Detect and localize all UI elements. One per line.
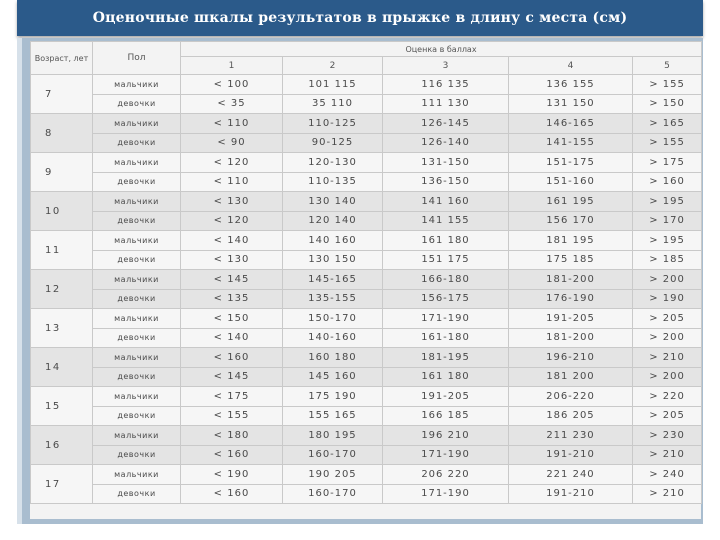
table-row [31, 465, 702, 485]
header-scores: Оценка в баллах [181, 42, 702, 57]
score-cell: > 155 [633, 133, 702, 153]
score-cell: > 155 [633, 75, 702, 95]
sex-cell: мальчики [93, 114, 181, 134]
score-cell: < 130 [181, 192, 283, 212]
score-cell: 176-190 [509, 289, 633, 309]
table-row [31, 484, 702, 504]
score-cell: < 140 [181, 328, 283, 348]
table-row [31, 445, 702, 465]
header-score-5: 5 [633, 57, 702, 75]
score-cell: > 205 [633, 309, 702, 329]
score-cell: < 130 [181, 250, 283, 270]
score-cell: 160-170 [283, 445, 383, 465]
score-cell: > 190 [633, 289, 702, 309]
score-cell: > 200 [633, 270, 702, 290]
header-score-1: 1 [181, 57, 283, 75]
score-cell: > 175 [633, 153, 702, 173]
score-cell: 196-210 [509, 348, 633, 368]
score-cell: > 150 [633, 94, 702, 114]
score-cell: 120 140 [283, 211, 383, 231]
table-row [31, 270, 702, 290]
score-cell: 181-200 [509, 328, 633, 348]
score-cell: 131 150 [509, 94, 633, 114]
header-sex: Пол [93, 42, 181, 75]
age-cell: 16 [31, 426, 93, 465]
score-cell: 110-135 [283, 172, 383, 192]
score-cell: 150-170 [283, 309, 383, 329]
score-cell: 181 195 [509, 231, 633, 251]
sex-cell: мальчики [93, 153, 181, 173]
score-cell: 135-155 [283, 289, 383, 309]
sex-cell: мальчики [93, 192, 181, 212]
score-cell: 126-140 [383, 133, 509, 153]
score-cell: 161 180 [383, 367, 509, 387]
score-cell: 171-190 [383, 484, 509, 504]
table-row [31, 289, 702, 309]
table-row [31, 250, 702, 270]
header-score-4: 4 [509, 57, 633, 75]
sex-cell: девочки [93, 484, 181, 504]
score-cell: > 240 [633, 465, 702, 485]
table-row [31, 406, 702, 426]
age-cell: 7 [31, 75, 93, 114]
table-row [31, 94, 702, 114]
score-cell: 90-125 [283, 133, 383, 153]
score-cell: < 160 [181, 445, 283, 465]
sex-cell: мальчики [93, 270, 181, 290]
sex-cell: мальчики [93, 75, 181, 95]
sex-cell: девочки [93, 133, 181, 153]
score-cell: > 195 [633, 231, 702, 251]
table-row [31, 114, 702, 134]
sex-cell: девочки [93, 367, 181, 387]
score-cell: < 120 [181, 153, 283, 173]
score-cell: 191-205 [509, 309, 633, 329]
score-cell: < 175 [181, 387, 283, 407]
score-cell: > 230 [633, 426, 702, 446]
table-sheet [30, 41, 701, 519]
header-score-2: 2 [283, 57, 383, 75]
score-cell: > 205 [633, 406, 702, 426]
score-cell: 156 170 [509, 211, 633, 231]
score-cell: > 210 [633, 348, 702, 368]
score-cell: < 135 [181, 289, 283, 309]
score-cell: > 165 [633, 114, 702, 134]
table-row [31, 133, 702, 153]
table-frame [17, 38, 703, 524]
table-row [31, 192, 702, 212]
score-cell: 166-180 [383, 270, 509, 290]
sex-cell: мальчики [93, 231, 181, 251]
age-cell: 14 [31, 348, 93, 387]
sex-cell: девочки [93, 328, 181, 348]
sex-cell: мальчики [93, 426, 181, 446]
score-cell: > 160 [633, 172, 702, 192]
score-cell: > 210 [633, 484, 702, 504]
table-row [31, 367, 702, 387]
sex-cell: девочки [93, 250, 181, 270]
score-cell: < 110 [181, 114, 283, 134]
score-cell: < 190 [181, 465, 283, 485]
score-cell: 145 160 [283, 367, 383, 387]
score-cell: 130 150 [283, 250, 383, 270]
score-cell: 141 160 [383, 192, 509, 212]
age-cell: 10 [31, 192, 93, 231]
score-cell: < 35 [181, 94, 283, 114]
score-cell: 110-125 [283, 114, 383, 134]
score-cell: < 160 [181, 484, 283, 504]
score-cell: 111 130 [383, 94, 509, 114]
score-cell: 180 195 [283, 426, 383, 446]
score-cell: < 180 [181, 426, 283, 446]
score-cell: 160 180 [283, 348, 383, 368]
score-cell: 161-180 [383, 328, 509, 348]
score-cell: 181 200 [509, 367, 633, 387]
score-cell: > 195 [633, 192, 702, 212]
sex-cell: девочки [93, 211, 181, 231]
score-cell: 175 185 [509, 250, 633, 270]
score-cell: 140 160 [283, 231, 383, 251]
score-cell: 146-165 [509, 114, 633, 134]
score-cell: 211 230 [509, 426, 633, 446]
score-cell: < 155 [181, 406, 283, 426]
score-cell: > 200 [633, 367, 702, 387]
age-cell: 17 [31, 465, 93, 504]
score-cell: 190 205 [283, 465, 383, 485]
score-cell: 116 135 [383, 75, 509, 95]
score-cell: > 210 [633, 445, 702, 465]
score-cell: 136-150 [383, 172, 509, 192]
score-cell: 175 190 [283, 387, 383, 407]
title-bar [17, 0, 703, 36]
score-cell: 186 205 [509, 406, 633, 426]
sex-cell: девочки [93, 445, 181, 465]
score-cell: 221 240 [509, 465, 633, 485]
score-cell: < 150 [181, 309, 283, 329]
score-cell: < 145 [181, 367, 283, 387]
score-cell: 131-150 [383, 153, 509, 173]
score-cell: 35 110 [283, 94, 383, 114]
age-cell: 12 [31, 270, 93, 309]
score-cell: 161 180 [383, 231, 509, 251]
age-cell: 9 [31, 153, 93, 192]
score-cell: 191-210 [509, 484, 633, 504]
table-row [31, 231, 702, 251]
score-cell: 191-210 [509, 445, 633, 465]
table-row [31, 153, 702, 173]
sex-cell: мальчики [93, 387, 181, 407]
scores-table [30, 41, 702, 504]
score-cell: 191-205 [383, 387, 509, 407]
table-row [31, 309, 702, 329]
score-cell: 145-165 [283, 270, 383, 290]
age-cell: 11 [31, 231, 93, 270]
score-cell: 161 195 [509, 192, 633, 212]
score-cell: > 185 [633, 250, 702, 270]
score-cell: 156-175 [383, 289, 509, 309]
age-cell: 15 [31, 387, 93, 426]
score-cell: < 145 [181, 270, 283, 290]
score-cell: 171-190 [383, 309, 509, 329]
table-row [31, 211, 702, 231]
score-cell: 151-175 [509, 153, 633, 173]
table-row [31, 387, 702, 407]
table-row [31, 75, 702, 95]
score-cell: < 110 [181, 172, 283, 192]
table-row [31, 426, 702, 446]
sex-cell: девочки [93, 172, 181, 192]
score-cell: < 90 [181, 133, 283, 153]
age-cell: 13 [31, 309, 93, 348]
score-cell: 151-160 [509, 172, 633, 192]
header-age: Возраст, лет [31, 42, 93, 75]
score-cell: 140-160 [283, 328, 383, 348]
score-cell: 141 155 [383, 211, 509, 231]
score-cell: 155 165 [283, 406, 383, 426]
table-body [31, 75, 702, 504]
score-cell: 101 115 [283, 75, 383, 95]
header-score-3: 3 [383, 57, 509, 75]
table-row [31, 348, 702, 368]
score-cell: 181-200 [509, 270, 633, 290]
score-cell: 141-155 [509, 133, 633, 153]
score-cell: 151 175 [383, 250, 509, 270]
table-row [31, 328, 702, 348]
score-cell: 206 220 [383, 465, 509, 485]
score-cell: < 100 [181, 75, 283, 95]
sex-cell: мальчики [93, 465, 181, 485]
age-cell: 8 [31, 114, 93, 153]
score-cell: 126-145 [383, 114, 509, 134]
sex-cell: девочки [93, 289, 181, 309]
score-cell: 166 185 [383, 406, 509, 426]
sex-cell: мальчики [93, 309, 181, 329]
score-cell: 181-195 [383, 348, 509, 368]
score-cell: < 160 [181, 348, 283, 368]
score-cell: 196 210 [383, 426, 509, 446]
score-cell: < 120 [181, 211, 283, 231]
sex-cell: девочки [93, 406, 181, 426]
score-cell: > 200 [633, 328, 702, 348]
score-cell: 130 140 [283, 192, 383, 212]
score-cell: 136 155 [509, 75, 633, 95]
score-cell: 120-130 [283, 153, 383, 173]
score-cell: > 220 [633, 387, 702, 407]
slide-title: Оценочные шкалы результатов в прыжке в длину с места (см) [92, 10, 628, 26]
score-cell: 160-170 [283, 484, 383, 504]
table-row [31, 172, 702, 192]
sex-cell: мальчики [93, 348, 181, 368]
score-cell: < 140 [181, 231, 283, 251]
score-cell: > 170 [633, 211, 702, 231]
sex-cell: девочки [93, 94, 181, 114]
score-cell: 171-190 [383, 445, 509, 465]
score-cell: 206-220 [509, 387, 633, 407]
table-header [31, 42, 702, 75]
